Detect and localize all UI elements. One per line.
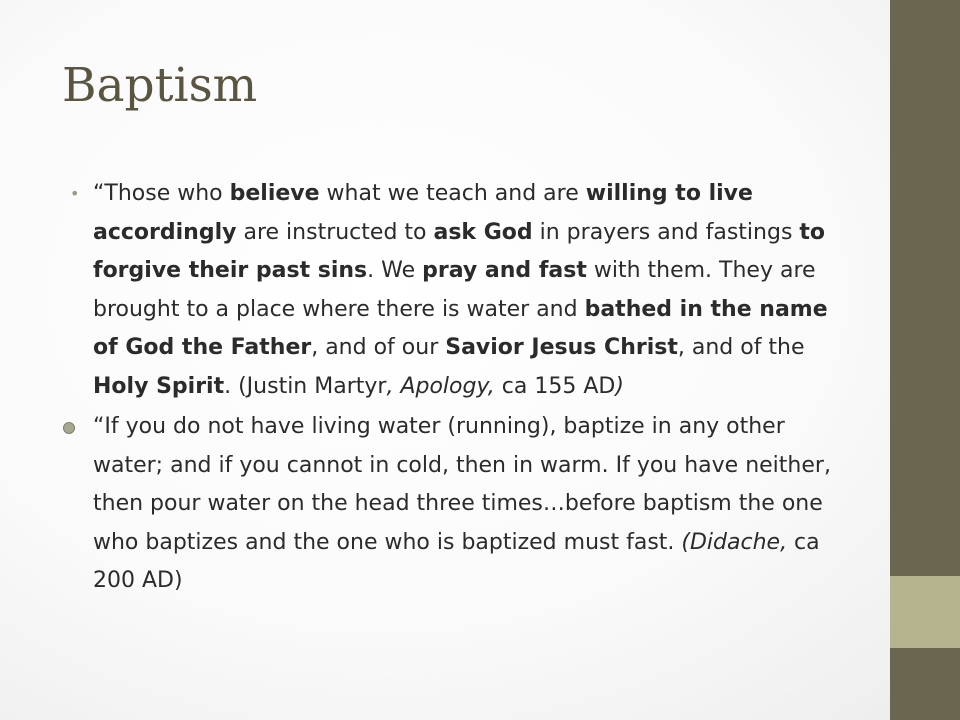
slide-title: Baptism	[62, 58, 258, 113]
sidebar-accent-bottom	[890, 648, 960, 720]
segment: pray and fast	[422, 258, 587, 283]
segment: ask God	[433, 219, 533, 245]
segment: in prayers and fastings	[532, 219, 800, 245]
segment: ca 155 AD	[494, 373, 616, 399]
segment: willing to live accordingly	[93, 181, 753, 245]
segment: bathed in the name of God the Father	[93, 296, 828, 360]
segment: “If you do not have living water (running), baptize in any other water; and if you cannot in cold, then in warm. If you have neither, then pour water on the head three times…before baptism the one who baptizes and the one who is baptized must fast.	[93, 414, 831, 555]
segment: Savior Jesus Christ	[445, 335, 678, 360]
segment: , Apology,	[386, 373, 495, 399]
segment: believe	[229, 181, 320, 206]
segment: are instructed to	[236, 219, 434, 245]
slide-body	[62, 175, 842, 601]
segment: , and of our	[311, 335, 446, 360]
segment: ca 200 AD)	[93, 529, 820, 593]
bullet-item-didache	[62, 408, 842, 601]
segment: to forgive their past sins	[93, 219, 826, 283]
bullet-circle-icon	[63, 422, 75, 434]
segment: Holy Spirit	[93, 373, 225, 399]
segment: (Didache,	[681, 529, 788, 555]
segment: . (Justin Martyr	[224, 373, 387, 399]
sidebar-accent-top	[890, 0, 960, 576]
segment: . We	[367, 258, 423, 283]
segment: what we teach and are	[319, 181, 586, 206]
segment: “Those who	[93, 181, 230, 206]
bullet-item-justin-martyr	[62, 175, 842, 406]
sidebar-accent-middle	[890, 576, 960, 648]
segment: , and of the	[677, 335, 805, 360]
segment: with them. They are brought to a place where there is water and	[93, 258, 816, 322]
segment: )	[615, 373, 624, 399]
bullet-dot-icon: •	[70, 184, 80, 203]
